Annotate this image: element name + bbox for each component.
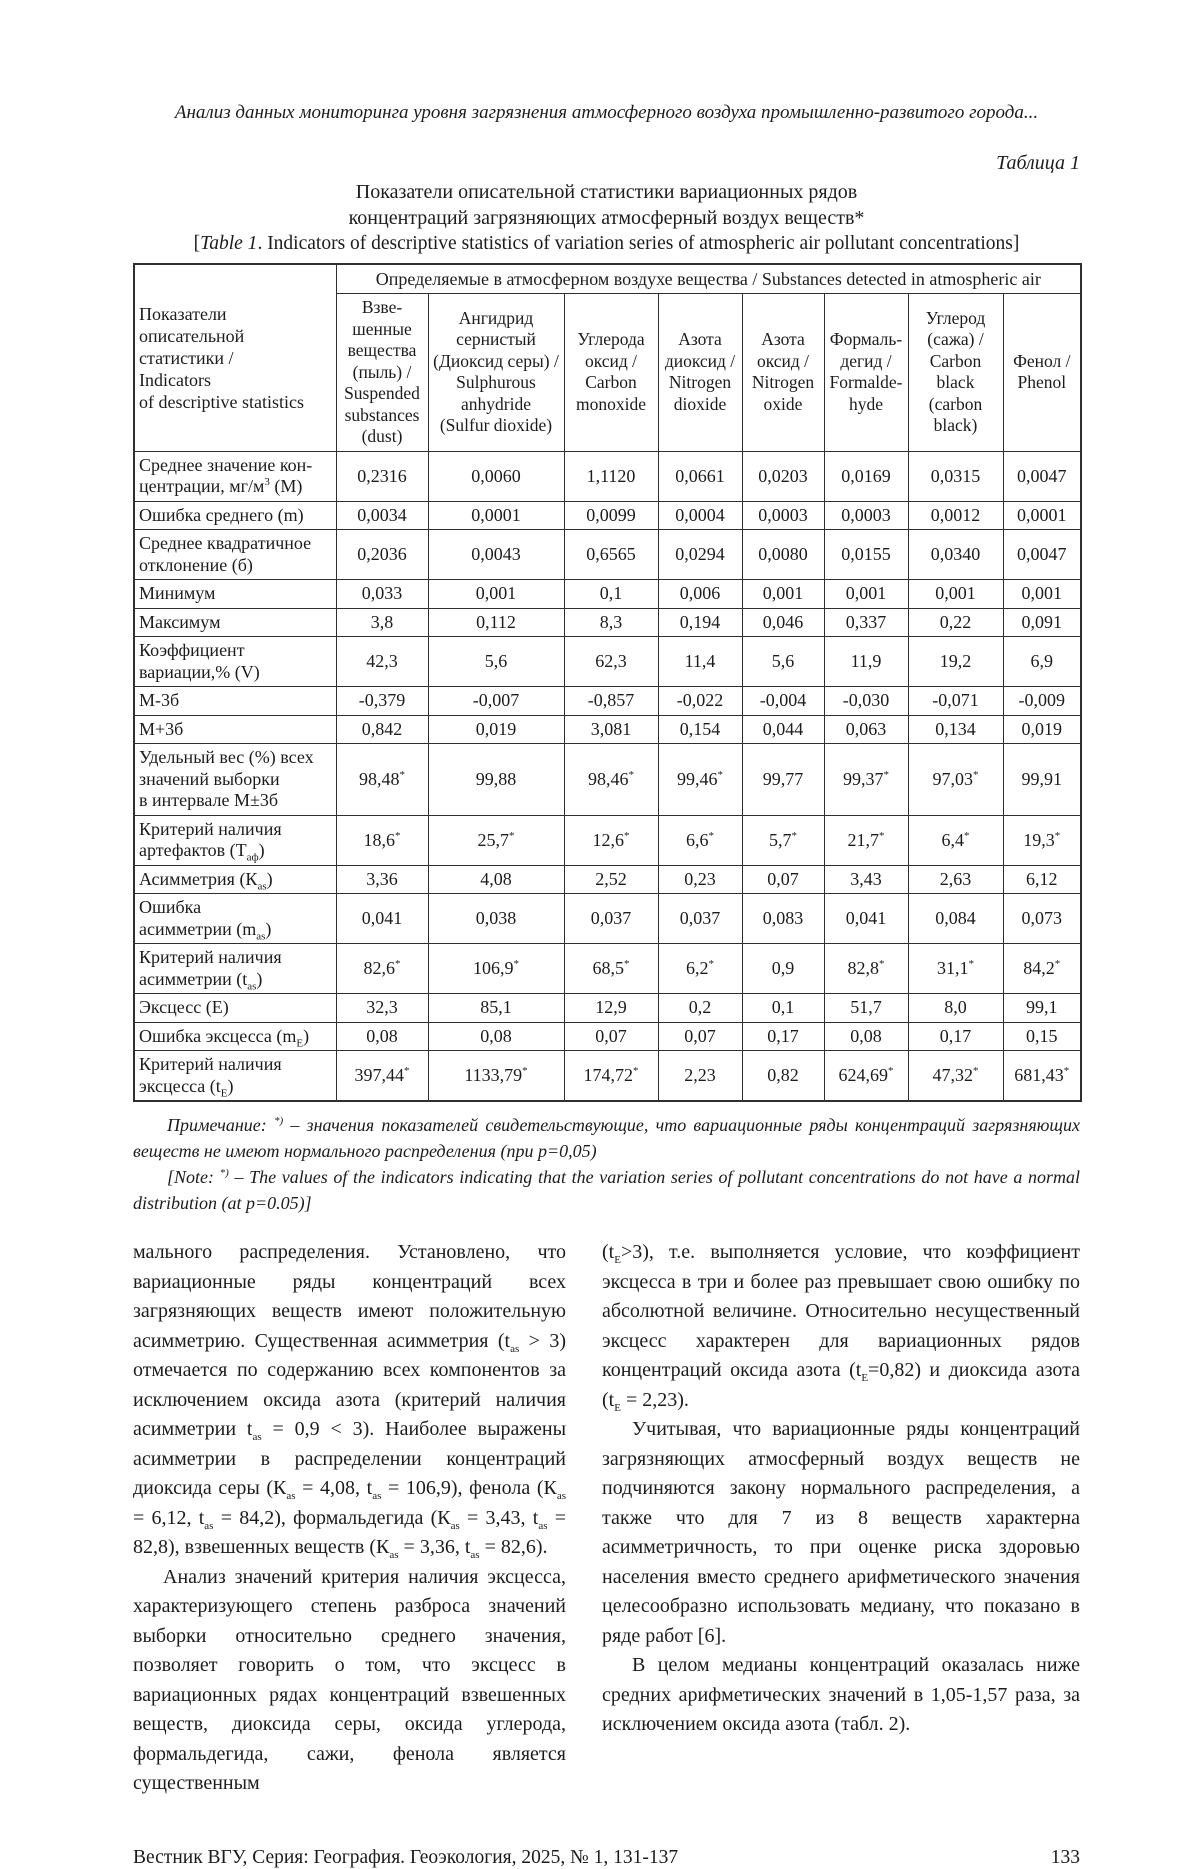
table-cell: 174,72* [564,1051,658,1102]
table-cell: 42,3 [336,637,428,687]
table-cell: 0,046 [742,608,824,637]
paragraph: $(t_E>3)$, т.е. выполняется условие, что коэффициент эксцесса в три и более раз превышает свою ошибку по абсолютной величине. Относительно несущественный эксцесс характерен для вариационных рядов концентраций оксида азота $(t_E=0,82)$ и диоксида азота $(t_E = 2,23)$. [602,1241,1080,1414]
column-header-sulfur-dioxide: Ангидрид сернистый (Диоксид серы) / Sulphurous anhydride (Sulfur dioxide) [428,294,564,452]
row-label: Удельный вес (%) всех значений выборки в интервале М±3б [134,744,336,816]
paragraph: [Note: *) – The values of the indicators indicating that the variation series of pollutant concentrations do not have a normal distribution (at p=0.05)] [133,1167,1080,1213]
table-row [134,894,1081,944]
column-header-suspended-substances: Взве- шенные вещества (пыль) / Suspended substances (dust) [336,294,428,452]
table-cell: 8,3 [564,608,658,637]
table-cell: 19,3* [1003,815,1081,865]
column-header-carbon-black: Углерод (сажа) / Carbon black (carbon black) [908,294,1003,452]
table-cell: 5,6 [742,637,824,687]
table-row [134,530,1081,580]
table-cell: 0,001 [742,580,824,609]
table-cell: 99,37* [824,744,908,816]
table-cell: 0,112 [428,608,564,637]
table-cell: 0,82 [742,1051,824,1102]
table-cell: -0,857 [564,687,658,716]
column-header-nitrogen-oxide: Азота оксид / Nitrogen oxide [742,294,824,452]
row-label: М-3б [134,687,336,716]
row-label: Критерий наличия артефактов $(Т_{аф})$ [134,815,336,865]
table-group-header-row [134,264,1081,294]
table-cell: 0,0047 [1003,451,1081,501]
table-cell: 0,0203 [742,451,824,501]
table-cell: 0,08 [824,1022,908,1051]
table-cell: 0,037 [658,894,742,944]
table-cell: 0,0099 [564,501,658,530]
table-cell: 0,0340 [908,530,1003,580]
table-cell: 0,0080 [742,530,824,580]
table-cell: 3,43 [824,865,908,894]
table-cell: 0,07 [742,865,824,894]
table-cell: 84,2* [1003,944,1081,994]
table-cell: 0,044 [742,715,824,744]
table-cell: 624,69* [824,1051,908,1102]
table-cell: 0,006 [658,580,742,609]
table-cell: 0,2316 [336,451,428,501]
table-cell: 98,46* [564,744,658,816]
row-label: Максимум [134,608,336,637]
table-cell: 6,6* [658,815,742,865]
table-cell: 0,194 [658,608,742,637]
table-row [134,1022,1081,1051]
table-cell: 0,07 [658,1022,742,1051]
table-cell: 0,2 [658,994,742,1023]
table-cell: 4,08 [428,865,564,894]
table-cell: 0,0661 [658,451,742,501]
row-label: Критерий наличия эксцесса $(t_Е)$ [134,1051,336,1102]
table-cell: 0,037 [564,894,658,944]
table-cell: 106,9* [428,944,564,994]
table-cell: 6,4* [908,815,1003,865]
table-row [134,687,1081,716]
table-cell: 1,1120 [564,451,658,501]
table-cell: 18,6* [336,815,428,865]
table-title-ru-line2: концентраций загрязняющих атмосферный воздух веществ* [348,207,865,229]
table-note [133,1112,1080,1216]
table-row [134,715,1081,744]
table-cell: 68,5* [564,944,658,994]
journal-citation: Вестник ВГУ, Серия: География. Геоэкология, 2025, № 1, 131-137 [133,1846,679,1868]
column-header-nitrogen-dioxide: Азота диоксид / Nitrogen dioxide [658,294,742,452]
table-cell: 0,08 [336,1022,428,1051]
table-cell: 99,77 [742,744,824,816]
table-cell: -0,004 [742,687,824,716]
table-row [134,637,1081,687]
table-cell: 0,9 [742,944,824,994]
paragraph: Примечание: *) – значения показателей свидетельствующие, что вариационные ряды концентраций загрязняющих веществ не имеют нормального распределения (при р=0,05) [133,1115,1080,1161]
table-cell: 0,084 [908,894,1003,944]
table-cell: 82,8* [824,944,908,994]
table-cell: 5,7* [742,815,824,865]
table-cell: 0,0047 [1003,530,1081,580]
corner-header: Показатели описательной статистики / Indicators of descriptive statistics [134,264,336,451]
table-cell: 0,0060 [428,451,564,501]
page-footer [133,1847,1080,1869]
table-cell: 0,1 [564,580,658,609]
table-number-label: Таблица 1 [996,152,1080,174]
table-cell: 0,842 [336,715,428,744]
table-title-en: [Table 1. Indicators of descriptive statistics of variation series of atmospheric air pollutant concentrations] [193,233,1020,254]
table-cell: 0,134 [908,715,1003,744]
table-cell: 0,001 [908,580,1003,609]
table-cell: 0,0001 [1003,501,1081,530]
table-cell: 8,0 [908,994,1003,1023]
table-cell: 0,0169 [824,451,908,501]
table-cell: 0,15 [1003,1022,1081,1051]
table-cell: 0,041 [824,894,908,944]
body-right-column [602,1238,1080,1799]
row-label: М+3б [134,715,336,744]
table-cell: 82,6* [336,944,428,994]
table-cell: 51,7 [824,994,908,1023]
table-row [134,451,1081,501]
column-header-formaldehyde: Формаль- дегид / Formalde- hyde [824,294,908,452]
table-cell: 0,091 [1003,608,1081,637]
table-cell: 0,17 [742,1022,824,1051]
table-cell: 0,0003 [824,501,908,530]
table-cell: 98,48* [336,744,428,816]
table-cell: 0,0001 [428,501,564,530]
table-row [134,815,1081,865]
table-cell: 0,0034 [336,501,428,530]
table-cell: 6,12 [1003,865,1081,894]
table-cell: 0,0294 [658,530,742,580]
table-cell: 99,1 [1003,994,1081,1023]
table-cell: 3,36 [336,865,428,894]
paragraph: мального распределения. Установлено, что вариационные ряды концентраций всех загрязняющих веществ имеют положительную асимметрию. Существенная асимметрия $(t_{as} > 3)$ отмечается по содержанию всех компонентов за исключением оксида азота (критерий наличия асимметрии $t_{as} = 0,9 < 3$). Наиболее выражены асимметрии в распределении концентраций диоксида серы ($К_{as} = 4,08$, $t_{as} = 106,9$), фенола ($К_{as} = 6,12$, $t_{as} = 84,2$), формальдегида ($К_{as} = 3,43$, $t_{as} = 82,8$), взвешенных веществ ($К_{as} = 3,36$, $t_{as} = 82,6$). [133,1241,567,1561]
table-cell: 0,063 [824,715,908,744]
table-cell: 0,083 [742,894,824,944]
table-cell: 0,001 [1003,580,1081,609]
table-cell: 2,63 [908,865,1003,894]
table-cell: 32,3 [336,994,428,1023]
paragraph: Учитывая, что вариационные ряды концентраций загрязняющих атмосферный воздух веществ не подчиняются закону нормального распределения, а также что для 7 из 8 веществ характерна асимметричность, то при оценке риска здоровью населения вместо среднего арифметического значения целесообразно использовать медиану, что показано в ряде работ [6]. [602,1418,1080,1647]
table-cell: 11,4 [658,637,742,687]
table-cell: 0,033 [336,580,428,609]
column-header-phenol: Фенол / Phenol [1003,294,1081,452]
table-cell: 0,0315 [908,451,1003,501]
row-label: Минимум [134,580,336,609]
table-cell: 3,8 [336,608,428,637]
table-cell: -0,007 [428,687,564,716]
table-cell: 0,07 [564,1022,658,1051]
table-cell: 12,9 [564,994,658,1023]
table-cell: 0,1 [742,994,824,1023]
table-cell: -0,030 [824,687,908,716]
table-cell: 6,2* [658,944,742,994]
table-cell: 5,6 [428,637,564,687]
table-row [134,580,1081,609]
table-body [134,451,1081,1101]
table-cell: -0,071 [908,687,1003,716]
table-cell: 3,081 [564,715,658,744]
table-cell: 0,08 [428,1022,564,1051]
column-header-carbon-monoxide: Углерода оксид / Carbon monoxide [564,294,658,452]
table-cell: 0,0043 [428,530,564,580]
table-cell: 47,32* [908,1051,1003,1102]
table-row [134,501,1081,530]
table-cell: -0,009 [1003,687,1081,716]
table-cell: 0,001 [428,580,564,609]
table-row [134,865,1081,894]
table-row [134,944,1081,994]
table-cell: 0,23 [658,865,742,894]
table-cell: 2,52 [564,865,658,894]
row-label: Эксцесс (Е) [134,994,336,1023]
page-number: 133 [1050,1846,1080,1868]
paragraph: Анализ значений критерия наличия эксцесса, характеризующего степень разброса значений выборки относительно среднего значения, позволяет говорить о том, что эксцесс в вариационных рядах концентраций взвешенных веществ, диоксида серы, оксида углерода, формальдегида, сажи, фенола является существенным [133,1565,566,1794]
paragraph: В целом медианы концентраций оказалась ниже средних арифметических значений в 1,05-1,57 раза, за исключением оксида азота (табл. 2). [602,1654,1080,1735]
table-cell: 0,22 [908,608,1003,637]
table-cell: 25,7* [428,815,564,865]
running-head: Анализ данных мониторинга уровня загрязнения атмосферного воздуха промышленно-развитого города... [174,102,1039,123]
table-cell: 0,6565 [564,530,658,580]
table-cell: 0,154 [658,715,742,744]
row-label: Коэффициент вариации,% (V) [134,637,336,687]
table-cell: 397,44* [336,1051,428,1102]
table-row [134,994,1081,1023]
table-cell: 0,038 [428,894,564,944]
row-label: Критерий наличия асимметрии $(t_{as})$ [134,944,336,994]
table-cell: 0,001 [824,580,908,609]
table-cell: -0,022 [658,687,742,716]
table-cell: 0,0012 [908,501,1003,530]
table-cell: 19,2 [908,637,1003,687]
table-cell: 681,43* [1003,1051,1081,1102]
table-cell: 0,337 [824,608,908,637]
table-cell: 1133,79* [428,1051,564,1102]
table-cell: -0,379 [336,687,428,716]
table-cell: 21,7* [824,815,908,865]
table-cell: 12,6* [564,815,658,865]
table-cell: 99,91 [1003,744,1081,816]
body-left-column [133,1238,566,1799]
table-row [134,608,1081,637]
group-header: Определяемые в атмосферном воздухе вещества / Substances detected in atmospheric air [336,264,1081,294]
table-cell: 0,0155 [824,530,908,580]
table-cell: 85,1 [428,994,564,1023]
row-label: Среднее квадратичное отклонение (б) [134,530,336,580]
table-cell: 99,88 [428,744,564,816]
table-cell: 0,2036 [336,530,428,580]
table-cell: 6,9 [1003,637,1081,687]
statistics-table [133,263,1082,1102]
table-row [134,1051,1081,1102]
page-content [133,0,1080,1869]
table-cell: 0,17 [908,1022,1003,1051]
table-cell: 99,46* [658,744,742,816]
table-cell: 0,019 [428,715,564,744]
table-row [134,744,1081,816]
row-label: Ошибка эксцесса $(m_Е)$ [134,1022,336,1051]
table-cell: 0,0003 [742,501,824,530]
row-label: Ошибка асимметрии $(m_{as})$ [134,894,336,944]
table-cell: 0,0004 [658,501,742,530]
row-label: Ошибка среднего (m) [134,501,336,530]
body-text [133,1238,1080,1799]
table-cell: 31,1* [908,944,1003,994]
row-label: Асимметрия $(К_{as})$ [134,865,336,894]
table-cell: 0,019 [1003,715,1081,744]
table-cell: 2,23 [658,1051,742,1102]
table-cell: 62,3 [564,637,658,687]
row-label: Среднее значение кон- центрации, $мг/м^3$ (М) [134,451,336,501]
table-cell: 97,03* [908,744,1003,816]
table-cell: 11,9 [824,637,908,687]
table-cell: 0,041 [336,894,428,944]
table-cell: 0,073 [1003,894,1081,944]
table-title-ru-line1: Показатели описательной статистики вариационных рядов [355,181,858,203]
